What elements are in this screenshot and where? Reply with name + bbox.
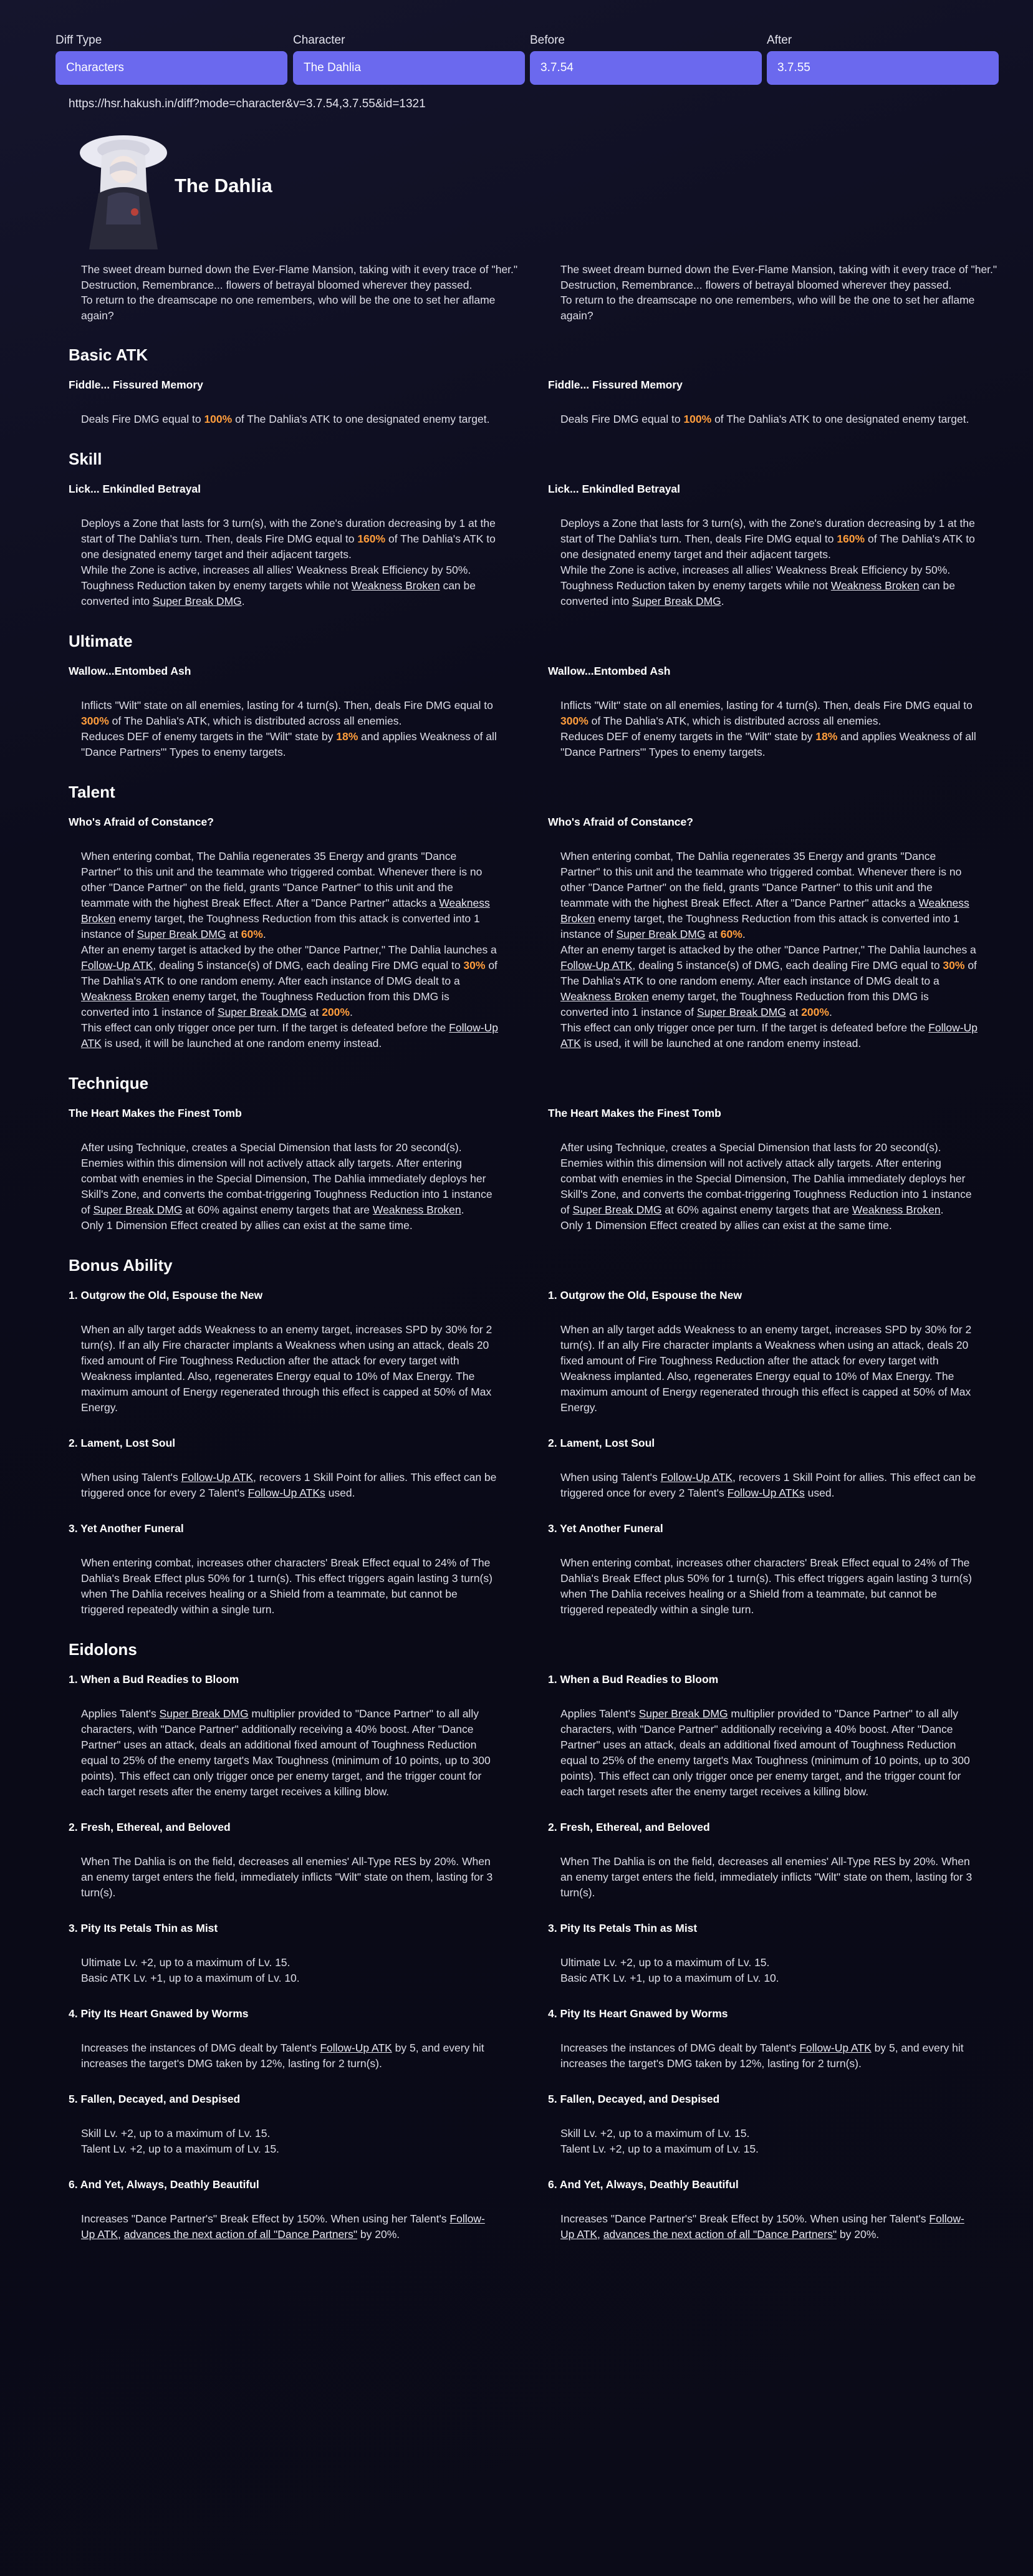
- keyword-link[interactable]: Weakness Broken: [351, 579, 440, 592]
- keyword-link[interactable]: Super Break DMG: [696, 1006, 786, 1018]
- ability-text: When The Dahlia is on the field, decreases all enemies' All-Type RES by 20%. When an enemy target enters the field, immediately inflicts "Wilt" state on them, lasting for 3 turn(s).: [81, 1855, 493, 1899]
- ability-text: Deploys a Zone that lasts for 3 turn(s), with the Zone's duration decreasing by 1 at the start of The Dahlia's turn. Then, deals Fire DMG equal to 160% of The Dahlia's ATK to one designated enemy target and their adjacent targets. While the Zone is active, increases all allies' Weakness Break Efficiency by 50%. Toughness Reduction taken by enemy targets while not Weakness Broken can be converted into Super Break DMG.: [560, 517, 975, 607]
- basic-atk-compare: [69, 379, 997, 427]
- keyword-link[interactable]: Follow-Up ATK: [81, 959, 153, 972]
- character-select[interactable]: The Dahlia: [293, 51, 525, 85]
- ultimate-compare: [69, 665, 997, 760]
- description-line: Destruction, Remembrance... flowers of betrayal bloomed wherever they passed.: [560, 278, 952, 291]
- keyword-link[interactable]: Weakness Broken: [560, 990, 649, 1003]
- eidolon-1-compare: [69, 1673, 997, 1800]
- eidolon-3-compare: [69, 1922, 997, 1986]
- keyword-link[interactable]: Super Break DMG: [217, 1006, 307, 1018]
- after-label: After: [767, 34, 792, 47]
- ability-text: Increases the instances of DMG dealt by Talent's Follow-Up ATK by 5, and every hit increases the target's DMG taken by 12%, lasting for 2 turn(s).: [560, 2042, 964, 2070]
- character-portrait: [74, 118, 180, 249]
- ability-text: Deals Fire DMG equal to 100% of The Dahlia's ATK to one designated enemy target.: [560, 413, 969, 425]
- description-after: [548, 262, 997, 323]
- ability-text: When using Talent's Follow-Up ATK, recovers 1 Skill Point for allies. This effect can be triggered once for every 2 Talent's Follow-Up ATKs used.: [81, 1471, 497, 1499]
- keyword-link[interactable]: Super Break DMG: [616, 928, 706, 940]
- ability-name: 3. Yet Another Funeral: [69, 1522, 184, 1535]
- ability-text: Increases the instances of DMG dealt by Talent's Follow-Up ATK by 5, and every hit increases the target's DMG taken by 12%, lasting for 2 turn(s).: [81, 2042, 484, 2070]
- ability-name: Fiddle... Fissured Memory: [548, 379, 683, 391]
- ability-text: When an ally target adds Weakness to an enemy target, increases SPD by 30% for 2 turn(s). If an ally Fire character implants a Weakness when using an attack, deals 20 fixed amount of Fire Toughness Reduction after the attack for every target with Weakness implanted. Also, regenerates Energy equal to 10% of Max Energy. The maximum amount of Energy regenerated through this effect is capped at 50% of Max Energy.: [81, 1323, 492, 1414]
- ability-name: 6. And Yet, Always, Deathly Beautiful: [548, 2178, 739, 2191]
- ability-name: 1. When a Bud Readies to Bloom: [548, 1673, 719, 1686]
- keyword-link[interactable]: advances the next action of all "Dance Partners": [603, 2228, 837, 2241]
- eidolon-2-compare: [69, 1821, 997, 1901]
- ability-text: When entering combat, The Dahlia regenerates 35 Energy and grants "Dance Partner" to this unit and the teammate who triggered combat. Whenever there is no other "Dance Partner" on the field, grants "Dance Partner" to this unit and the teammate with the highest Break Effect. After a "Dance Partner" attacks a Weakness Broken enemy target, the Toughness Reduction from this attack is converted into 1 instance of Super Break DMG at 60%. After an enemy target is attacked by the other "Dance Partner," The Dahlia launches a Follow-Up ATK, dealing 5 instance(s) of DMG, each dealing Fire DMG equal to 30% of The Dahlia's ATK to one random enemy. After each instance of DMG dealt to a Weakness Broken enemy target, the Toughness Reduction from this DMG is converted into 1 instance of Super Break DMG at 200%. This effect can only trigger once per turn. If the target is defeated before the Follow-Up ATK is used, it will be launched at one random enemy instead.: [560, 850, 978, 1049]
- ability-text: Ultimate Lv. +2, up to a maximum of Lv. 15. Basic ATK Lv. +1, up to a maximum of Lv. 10.: [560, 1956, 779, 1984]
- character-name: The Dahlia: [175, 175, 272, 196]
- keyword-link[interactable]: Super Break DMG: [152, 595, 242, 607]
- keyword-link[interactable]: Follow-Up ATK: [799, 2042, 872, 2054]
- ability-text: Skill Lv. +2, up to a maximum of Lv. 15. Talent Lv. +2, up to a maximum of Lv. 15.: [81, 2127, 279, 2155]
- ability-name: 4. Pity Its Heart Gnawed by Worms: [548, 2007, 728, 2020]
- ability-name: Fiddle... Fissured Memory: [69, 379, 203, 391]
- keyword-link[interactable]: Super Break DMG: [572, 1204, 662, 1216]
- character-field: [293, 34, 525, 85]
- bonus-3-compare: [69, 1522, 997, 1618]
- ability-name: 5. Fallen, Decayed, and Despised: [548, 2093, 720, 2105]
- ability-name: Who's Afraid of Constance?: [69, 816, 214, 828]
- ability-name: Who's Afraid of Constance?: [548, 816, 693, 828]
- keyword-link[interactable]: Weakness Broken: [372, 1204, 461, 1216]
- ability-text: Inflicts "Wilt" state on all enemies, lasting for 4 turn(s). Then, deals Fire DMG equal to 300% of The Dahlia's ATK, which is distributed across all enemies. Reduces DEF of enemy targets in the "Wilt" state by 18% and applies Weakness of all "Dance Partners'" Types to enemy targets.: [560, 699, 976, 758]
- ability-name: 2. Fresh, Ethereal, and Beloved: [69, 1821, 231, 1833]
- keyword-link[interactable]: Weakness Broken: [81, 897, 490, 925]
- ability-name: 3. Yet Another Funeral: [548, 1522, 663, 1535]
- ability-text: Deploys a Zone that lasts for 3 turn(s), with the Zone's duration decreasing by 1 at the start of The Dahlia's turn. Then, deals Fire DMG equal to 160% of The Dahlia's ATK to one designated enemy target and their adjacent targets. While the Zone is active, increases all allies' Weakness Break Efficiency by 50%. Toughness Reduction taken by enemy targets while not Weakness Broken can be converted into Super Break DMG.: [81, 517, 496, 607]
- before-label: Before: [530, 34, 565, 47]
- ability-name: 5. Fallen, Decayed, and Despised: [69, 2093, 241, 2105]
- ability-name: 4. Pity Its Heart Gnawed by Worms: [69, 2007, 249, 2020]
- keyword-link[interactable]: Follow-Up ATK: [320, 2042, 392, 2054]
- keyword-link[interactable]: advances the next action of all "Dance Partners": [123, 2228, 358, 2241]
- technique-compare: [69, 1107, 997, 1233]
- ability-name: 2. Lament, Lost Soul: [548, 1437, 655, 1449]
- keyword-link[interactable]: Follow-Up ATK: [181, 1471, 254, 1483]
- diff-type-label: Diff Type: [55, 34, 102, 47]
- keyword-link[interactable]: Weakness Broken: [852, 1204, 941, 1216]
- ability-text: Skill Lv. +2, up to a maximum of Lv. 15. Talent Lv. +2, up to a maximum of Lv. 15.: [560, 2127, 759, 2155]
- keyword-link[interactable]: Weakness Broken: [81, 990, 170, 1003]
- bonus-1-compare: [69, 1289, 997, 1416]
- ability-text: When an ally target adds Weakness to an enemy target, increases SPD by 30% for 2 turn(s). If an ally Fire character implants a Weakness when using an attack, deals 20 fixed amount of Fire Toughness Reduction after the attack for every target with Weakness implanted. Also, regenerates Energy equal to 10% of Max Energy. The maximum amount of Energy regenerated through this effect is capped at 50% of Max Energy.: [560, 1323, 972, 1414]
- section-skill: Skill: [69, 450, 102, 468]
- ability-name: 1. Outgrow the Old, Espouse the New: [69, 1289, 263, 1301]
- keyword-link[interactable]: Weakness Broken: [560, 897, 969, 925]
- ability-text: After using Technique, creates a Special Dimension that lasts for 20 second(s). Enemies within this dimension will not actively attack ally targets. After entering combat with enemies in the Special Dimension, The Dahlia immediately deploys her Skill's Zone, and converts the combat-triggering Toughness Reduction into 1 instance of Super Break DMG at 60% against enemy targets that are Weakness Broken. Only 1 Dimension Effect created by allies can exist at the same time.: [81, 1141, 492, 1232]
- ability-text: When entering combat, The Dahlia regenerates 35 Energy and grants "Dance Partner" to this unit and the teammate who triggered combat. Whenever there is no other "Dance Partner" on the field, grants "Dance Partner" to this unit and the teammate with the highest Break Effect. After a "Dance Partner" attacks a Weakness Broken enemy target, the Toughness Reduction from this attack is converted into 1 instance of Super Break DMG at 60%. After an enemy target is attacked by the other "Dance Partner," The Dahlia launches a Follow-Up ATK, dealing 5 instance(s) of DMG, each dealing Fire DMG equal to 30% of The Dahlia's ATK to one random enemy. After each instance of DMG dealt to a Weakness Broken enemy target, the Toughness Reduction from this DMG is converted into 1 instance of Super Break DMG at 200%. This effect can only trigger once per turn. If the target is defeated before the Follow-Up ATK is used, it will be launched at one random enemy instead.: [81, 850, 498, 1049]
- after-select[interactable]: 3.7.55: [767, 51, 999, 85]
- ability-name: 2. Fresh, Ethereal, and Beloved: [548, 1821, 710, 1833]
- section-technique: Technique: [69, 1074, 149, 1093]
- keyword-link[interactable]: Follow-Up ATK: [660, 1471, 733, 1483]
- ability-name: The Heart Makes the Finest Tomb: [69, 1107, 242, 1119]
- before-field: [530, 34, 762, 85]
- ability-text: Inflicts "Wilt" state on all enemies, lasting for 4 turn(s). Then, deals Fire DMG equal to 300% of The Dahlia's ATK, which is distributed across all enemies. Reduces DEF of enemy targets in the "Wilt" state by 18% and applies Weakness of all "Dance Partners'" Types to enemy targets.: [81, 699, 497, 758]
- eidolon-6-compare: [69, 2178, 997, 2242]
- ability-name: The Heart Makes the Finest Tomb: [548, 1107, 721, 1119]
- description-line: To return to the dreamscape no one remembers, who will be the one to set her aflame again?: [560, 294, 975, 322]
- section-basic-atk: Basic ATK: [69, 345, 148, 364]
- section-talent: Talent: [69, 783, 115, 801]
- keyword-link[interactable]: Super Break DMG: [137, 928, 226, 940]
- ability-text: Applies Talent's Super Break DMG multiplier provided to "Dance Partner" to all ally characters, with "Dance Partner" additionally receiving a 40% boost. After "Dance Partner" uses an attack, deals an additional fixed amount of Toughness Reduction equal to 25% of the enemy target's Max Toughness (minimum of 10 points, up to 300 points). This effect can only trigger once per enemy target, and the trigger count for each target resets after the enemy target receives a killing blow.: [81, 1707, 491, 1798]
- bonus-2-compare: [69, 1437, 997, 1501]
- eidolon-4-compare: [69, 2007, 997, 2072]
- keyword-link[interactable]: Follow-Up ATKs: [727, 1487, 805, 1499]
- ability-text: When entering combat, increases other characters' Break Effect equal to 24% of The Dahlia's Break Effect plus 50% for 1 turn(s). This effect triggers again lasting 3 turn(s) when The Dahlia receives healing or a Shield from a teammate, but cannot be triggered repeatedly within a single turn.: [81, 1556, 492, 1616]
- description-line: To return to the dreamscape no one remembers, who will be the one to set her aflame again?: [81, 294, 496, 322]
- ability-name: Lick... Enkindled Betrayal: [69, 483, 201, 495]
- keyword-link[interactable]: Super Break DMG: [159, 1707, 249, 1720]
- keyword-link[interactable]: Follow-Up ATK: [560, 959, 633, 972]
- ability-text: After using Technique, creates a Special Dimension that lasts for 20 second(s). Enemies within this dimension will not actively attack ally targets. After entering combat with enemies in the Special Dimension, The Dahlia immediately deploys her Skill's Zone, and converts the combat-triggering Toughness Reduction into 1 instance of Super Break DMG at 60% against enemy targets that are Weakness Broken. Only 1 Dimension Effect created by allies can exist at the same time.: [560, 1141, 972, 1232]
- diff-type-select[interactable]: Characters: [55, 51, 287, 85]
- keyword-link[interactable]: Super Break DMG: [638, 1707, 728, 1720]
- keyword-link[interactable]: Super Break DMG: [93, 1204, 183, 1216]
- ability-text: Ultimate Lv. +2, up to a maximum of Lv. 15. Basic ATK Lv. +1, up to a maximum of Lv. 10.: [81, 1956, 300, 1984]
- talent-compare: [69, 816, 997, 1051]
- ability-name: 1. Outgrow the Old, Espouse the New: [548, 1289, 742, 1301]
- ability-text: Increases "Dance Partner's" Break Effect by 150%. When using her Talent's Follow-Up ATK, advances the next action of all "Dance Partners" by 20%.: [560, 2212, 964, 2241]
- ability-name: 3. Pity Its Petals Thin as Mist: [548, 1922, 698, 1934]
- ability-text: Increases "Dance Partner's" Break Effect by 150%. When using her Talent's Follow-Up ATK, advances the next action of all "Dance Partners" by 20%.: [81, 2212, 485, 2241]
- page-url: https://hsr.hakush.in/diff?mode=character&v=3.7.54,3.7.55&id=1321: [69, 97, 426, 110]
- ability-text: Applies Talent's Super Break DMG multiplier provided to "Dance Partner" to all ally characters, with "Dance Partner" additionally receiving a 40% boost. After "Dance Partner" uses an attack, deals an additional fixed amount of Toughness Reduction equal to 25% of the enemy target's Max Toughness (minimum of 10 points, up to 300 points). This effect can only trigger once per enemy target, and the trigger count for each target resets after the enemy target receives a killing blow.: [560, 1707, 970, 1798]
- eidolon-5-compare: [69, 2093, 997, 2157]
- character-header: [69, 118, 368, 249]
- keyword-link[interactable]: Follow-Up ATK: [560, 1021, 978, 1049]
- keyword-link[interactable]: Super Break DMG: [632, 595, 721, 607]
- after-field: [767, 34, 999, 85]
- ability-text: When The Dahlia is on the field, decreases all enemies' All-Type RES by 20%. When an enemy target enters the field, immediately inflicts "Wilt" state on them, lasting for 3 turn(s).: [560, 1855, 973, 1899]
- ability-name: Wallow...Entombed Ash: [548, 665, 671, 677]
- description-line: The sweet dream burned down the Ever-Flame Mansion, taking with it every trace of "her.": [560, 263, 997, 276]
- diff-content: [69, 262, 997, 2264]
- skill-compare: [69, 483, 997, 609]
- ability-name: Wallow...Entombed Ash: [69, 665, 191, 677]
- description-line: Destruction, Remembrance... flowers of betrayal bloomed wherever they passed.: [81, 278, 473, 291]
- keyword-link[interactable]: Weakness Broken: [830, 579, 920, 592]
- before-select[interactable]: 3.7.54: [530, 51, 762, 85]
- description-before: [69, 262, 518, 323]
- ability-text: Deals Fire DMG equal to 100% of The Dahlia's ATK to one designated enemy target.: [81, 413, 490, 425]
- ability-name: 3. Pity Its Petals Thin as Mist: [69, 1922, 218, 1934]
- ability-text: When using Talent's Follow-Up ATK, recovers 1 Skill Point for allies. This effect can be triggered once for every 2 Talent's Follow-Up ATKs used.: [560, 1471, 976, 1499]
- ability-text: When entering combat, increases other characters' Break Effect equal to 24% of The Dahlia's Break Effect plus 50% for 1 turn(s). This effect triggers again lasting 3 turn(s) when The Dahlia receives healing or a Shield from a teammate, but cannot be triggered repeatedly within a single turn.: [560, 1556, 972, 1616]
- diff-form: [0, 0, 1033, 87]
- diff-type-field: [55, 34, 287, 85]
- ability-name: 6. And Yet, Always, Deathly Beautiful: [69, 2178, 259, 2191]
- ability-name: Lick... Enkindled Betrayal: [548, 483, 681, 495]
- character-label: Character: [293, 34, 345, 47]
- section-bonus-ability: Bonus Ability: [69, 1256, 173, 1275]
- section-ultimate: Ultimate: [69, 632, 133, 650]
- keyword-link[interactable]: Follow-Up ATK: [81, 1021, 498, 1049]
- keyword-link[interactable]: Follow-Up ATK: [81, 2212, 485, 2241]
- description-line: The sweet dream burned down the Ever-Flame Mansion, taking with it every trace of "her.": [81, 263, 518, 276]
- keyword-link[interactable]: Follow-Up ATK: [560, 2212, 964, 2241]
- ability-name: 2. Lament, Lost Soul: [69, 1437, 176, 1449]
- description-compare: [69, 262, 997, 323]
- keyword-link[interactable]: Follow-Up ATKs: [247, 1487, 325, 1499]
- ability-name: 1. When a Bud Readies to Bloom: [69, 1673, 239, 1686]
- section-eidolons: Eidolons: [69, 1640, 137, 1659]
